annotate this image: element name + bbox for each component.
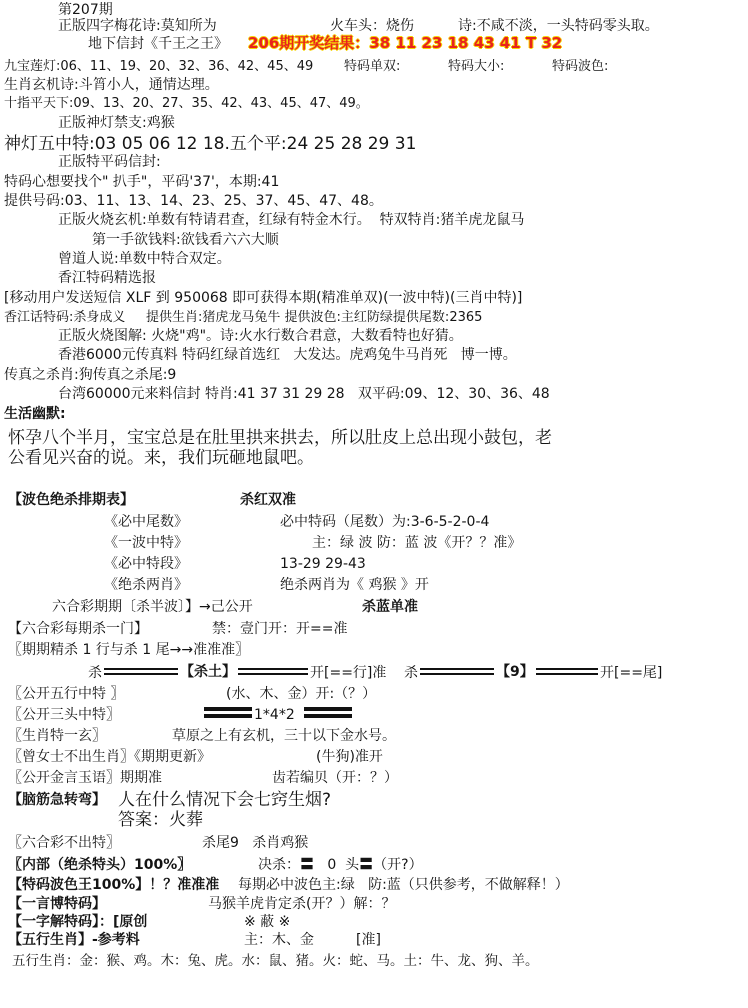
must-tail-value: 必中特码（尾数）为:3-6-5-2-0-4 bbox=[280, 514, 490, 530]
golden-words-value: 齿若编贝（开：？） bbox=[272, 770, 398, 786]
fire-diagram: 正版火烧图解: 火烧"鸡"。诗:火水行数合君意，大数看特也好猜。 bbox=[58, 328, 463, 344]
five-zodiac-main: 主：木、金 bbox=[244, 932, 314, 948]
provided-numbers: 提供号码:03、11、13、14、23、25、37、45、47、48。 bbox=[4, 193, 383, 209]
kill-one-door-value: 禁：壹门开：开==准 bbox=[212, 621, 348, 637]
divider bbox=[420, 673, 494, 675]
one-word-label: 【一言博特码】 bbox=[8, 896, 106, 912]
open-row-label: 开[==行]准 bbox=[310, 665, 387, 681]
first-hand: 第一手欲钱料:欲钱看六六大顺 bbox=[92, 232, 279, 248]
humor-label: 生活幽默: bbox=[4, 406, 66, 422]
ms-tsang-value: (牛狗)准开 bbox=[316, 749, 383, 765]
kill-two-label: 《绝杀两肖》 bbox=[104, 577, 188, 593]
kill-red-label: 杀红双准 bbox=[240, 492, 296, 508]
kill-prefix: 杀 bbox=[88, 665, 102, 681]
fax-kill: 传真之杀肖:狗传真之杀尾:9 bbox=[4, 367, 177, 383]
joke-line-1: 怀孕八个半月，宝宝总是在肚里拱来拱去，所以肚皮上总出现小鼓包，老 bbox=[8, 428, 552, 448]
divider bbox=[536, 668, 598, 670]
three-head-value: 1*4*2 bbox=[254, 707, 295, 723]
five-element-label: 〖公开五行中特 〗 bbox=[8, 686, 125, 702]
taiwan-envelope: 台湾60000元来料信封 特肖:41 37 31 29 28 双平码:09、12、30、36、48 bbox=[58, 386, 550, 402]
ten-fingers: 十指平天下:09、13、20、27、35、42、43、45、47、49。 bbox=[4, 96, 369, 111]
must-segment-label: 《必中特段》 bbox=[104, 556, 188, 572]
kill-nine-label: 【9】 bbox=[496, 664, 534, 680]
divider bbox=[304, 714, 352, 718]
ms-tsang-label: 〖曾女士不出生肖〗《期期更新》 bbox=[8, 749, 211, 765]
one-wave-value: 主：绿 波 防：蓝 波《开？？准》 bbox=[312, 535, 522, 551]
size: 特码大小: bbox=[448, 59, 505, 74]
half-wave-label: 六合彩期期〔杀半波〕】→己公开 bbox=[52, 599, 253, 615]
wave-color: 特码波色: bbox=[552, 59, 609, 74]
brain-teaser-answer: 答案：火葬 bbox=[118, 810, 203, 830]
no-special-value: 杀尾9 杀肖鸡猴 bbox=[202, 835, 309, 851]
one-word-value: 马猴羊虎肯定杀(开？）解：？ bbox=[208, 896, 396, 912]
underground-envelope: 地下信封《千王之王》 bbox=[88, 36, 228, 52]
pickpocket-line: 特码心想要找个" 扒手"，平码'37'，本期:41 bbox=[4, 174, 280, 190]
nine-lotus: 九宝莲灯:06、11、19、20、32、36、42、45、49 bbox=[4, 59, 314, 74]
divider bbox=[536, 673, 598, 675]
three-head-label: 〖公开三头中特〗 bbox=[8, 707, 120, 723]
kill-blue-label: 杀蓝单准 bbox=[362, 599, 418, 615]
poem-second: 诗:不咸不淡，一头特码零头取。 bbox=[458, 18, 659, 34]
brain-teaser-question: 人在什么情况下会七窍生烟? bbox=[118, 790, 332, 810]
poem-line: 正版四字梅花诗:莫知所为 bbox=[58, 18, 217, 34]
lamp-ban: 正版神灯禁支:鸡猴 bbox=[58, 115, 175, 131]
train-head: 火车头：烧伤 bbox=[330, 18, 414, 34]
wave-king-label: 【特码波色王100%】！？准准准 bbox=[8, 877, 220, 893]
period-label: 第207期 bbox=[58, 2, 113, 18]
one-char-value: ※ 蔽 ※ bbox=[244, 914, 291, 930]
golden-words-label: 〖公开金言玉语〗期期准 bbox=[8, 770, 162, 786]
lamp-five: 神灯五中特:03 05 06 12 18.五个平:24 25 28 29 31 bbox=[4, 134, 417, 154]
internal-kill-value: 决杀：〓 0 头〓（开?） bbox=[258, 857, 423, 873]
flat-envelope: 正版特平码信封: bbox=[58, 154, 161, 170]
divider bbox=[238, 668, 308, 670]
zodiac-mystery-value: 草原之上有玄机，三十以下金水号。 bbox=[172, 728, 396, 744]
zodiac-poem: 生肖玄机诗:斗筲小人，通情达理。 bbox=[4, 77, 219, 93]
no-special-label: 〖六合彩不出特〗 bbox=[8, 835, 120, 851]
divider bbox=[204, 714, 252, 718]
taoist-says: 曾道人说:单数中特合双定。 bbox=[58, 251, 231, 267]
xiangjiang-words: 香江话特码:杀身成义 提供生肖:猪虎龙马兔牛 提供波色:主红防绿提供尾数:2365 bbox=[4, 310, 483, 325]
internal-kill-label: 〖内部（绝杀特头）100%〗 bbox=[8, 857, 192, 873]
five-zodiac-accurate: [准] bbox=[356, 932, 381, 948]
must-tail-label: 《必中尾数》 bbox=[104, 514, 188, 530]
open-tail-label: 开[==尾] bbox=[600, 665, 663, 681]
kill-row-tail: 〖期期精杀 1 行与杀 1 尾→→准准准〗 bbox=[8, 642, 250, 658]
kill-two-value: 绝杀两肖为《 鸡猴 》开 bbox=[280, 577, 429, 593]
divider bbox=[304, 707, 352, 711]
hk-fax: 香港6000元传真料 特码红绿首选红 大发达。虎鸡兔牛马肖死 博一博。 bbox=[58, 347, 517, 363]
divider bbox=[238, 673, 308, 675]
five-zodiac-list: 五行生肖：金：猴、鸡。木：兔、虎。水：鼠、猪。火：蛇、马。土：牛、龙、狗、羊。 bbox=[12, 953, 539, 969]
one-wave-label: 《一波中特》 bbox=[104, 535, 188, 551]
odd-even: 特码单双: bbox=[344, 59, 401, 74]
divider bbox=[104, 673, 178, 675]
divider bbox=[204, 707, 252, 711]
wave-king-value: 每期必中波色主:绿 防:蓝（只供参考，不做解释！） bbox=[238, 877, 569, 893]
zodiac-mystery-label: 〖生肖特一玄〗 bbox=[8, 728, 106, 744]
must-segment-value: 13-29 29-43 bbox=[280, 556, 366, 572]
one-char-label: 【一字解特码】：[原创 bbox=[8, 914, 148, 930]
fire-mystery: 正版火烧玄机:单数有特请君查，红绿有特金木行。 特双特肖:猪羊虎龙鼠马 bbox=[58, 212, 525, 228]
kill-soil-label: 【杀土】 bbox=[180, 664, 236, 680]
divider bbox=[104, 668, 178, 670]
divider bbox=[420, 668, 494, 670]
brain-teaser-label: 【脑筋急转弯】 bbox=[8, 792, 106, 808]
joke-line-2: 公看见兴奋的说。来，我们玩砸地鼠吧。 bbox=[8, 448, 314, 468]
kill-prefix-2: 杀 bbox=[404, 665, 418, 681]
kill-one-door-label: 【六合彩每期杀一门】 bbox=[8, 621, 148, 637]
five-element-value: (水、木、金）开:（？） bbox=[226, 686, 377, 702]
sms-notice: [移动用户发送短信 XLF 到 950068 即可获得本期(精准单双)(一波中特)(三肖中特)] bbox=[4, 290, 523, 306]
five-zodiac-label: 【五行生肖】-参考料 bbox=[8, 932, 140, 948]
result-banner: 206期开奖结果：38 11 23 18 43 41 T 32 bbox=[248, 34, 563, 52]
wave-kill-title: 【波色绝杀排期表】 bbox=[8, 492, 134, 508]
xiangjiang-report: 香江特码精选报 bbox=[58, 270, 156, 286]
